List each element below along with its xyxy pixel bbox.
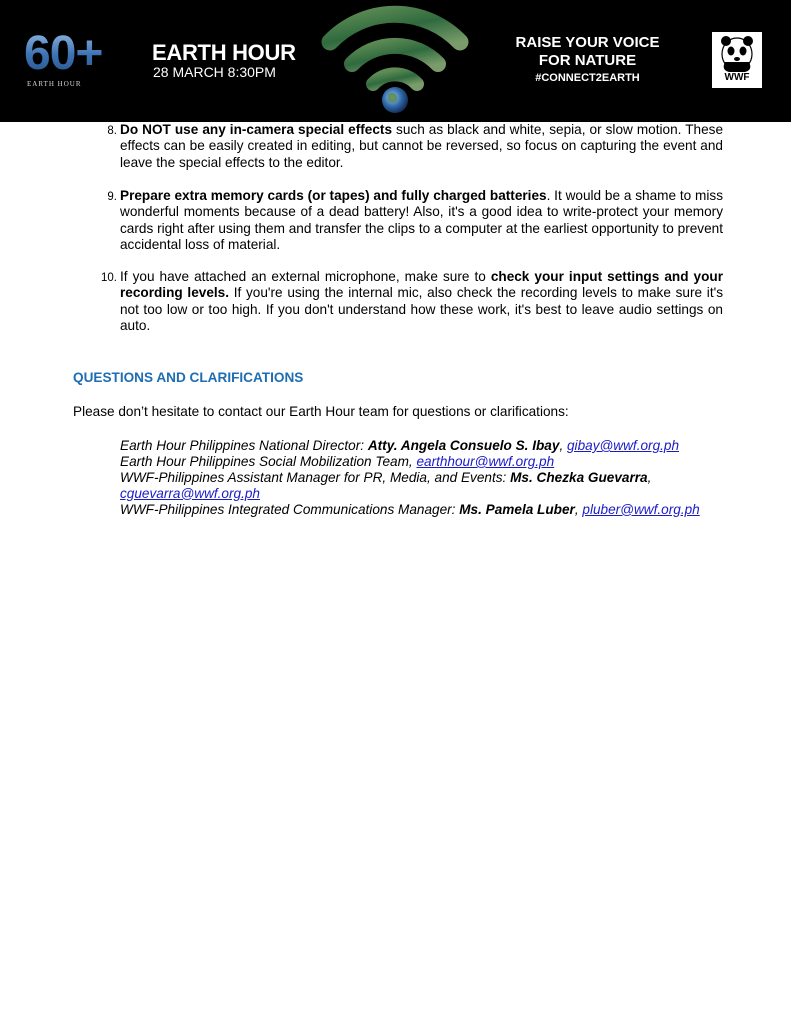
contact-separator: ,	[574, 501, 583, 517]
tip-text-lead: If you have attached an external microphone, make sure to	[120, 269, 491, 284]
contact-national-director	[120, 438, 730, 454]
contact-social-mobilization	[120, 454, 730, 470]
contact-assistant-manager	[120, 470, 730, 486]
contact-name: Ms. Chezka Guevarra	[510, 469, 648, 485]
slogan-line-1: RAISE YOUR VOICE	[515, 34, 660, 51]
list-item-text	[120, 188, 723, 253]
tip-9	[73, 188, 723, 253]
wwf-label: WWF	[724, 72, 750, 83]
contact-intro: Please don’t hesitate to contact our Earth Hour team for questions or clarifications:	[73, 404, 569, 419]
contact-assistant-manager-email	[120, 486, 730, 502]
tip-emphasis: Do NOT use any in-camera special effects	[120, 122, 393, 137]
header-banner	[0, 0, 791, 122]
event-date: 28 MARCH 8:30PM	[153, 64, 276, 80]
contact-separator: ,	[559, 438, 567, 453]
tip-text: If you're using the internal mic, also check the recording levels to make sure it's not too low or too high. If you don't understand how these work, it's best to leave audio settings on auto.	[120, 285, 723, 333]
list-number: 9.	[107, 191, 117, 203]
earth-hour-60-logo	[24, 26, 116, 92]
tip-text: such as black and white, sepia, or slow motion. These effects can be easily created in editing, but cannot be reversed, so focus on capturing the event and leave the special effects to the editor.	[120, 122, 724, 170]
tip-emphasis: check your input settings and your recording levels.	[120, 269, 723, 301]
tip-8	[73, 122, 723, 171]
contact-email-link[interactable]: gibay@wwf.org.ph	[567, 438, 680, 453]
event-title: EARTH HOUR	[152, 40, 296, 65]
campaign-slogan	[505, 34, 670, 86]
list-number: 10.	[101, 272, 117, 284]
contact-role: Earth Hour Philippines National Director:	[120, 438, 368, 453]
contact-role: Earth Hour Philippines Social Mobilization Team,	[120, 453, 417, 469]
section-heading: QUESTIONS AND CLARIFICATIONS	[73, 370, 304, 385]
logo-number: 60+	[24, 27, 103, 80]
panda-icon	[712, 32, 762, 74]
hashtag: #CONNECT2EARTH	[535, 72, 640, 84]
list-number: 8.	[107, 125, 117, 137]
contact-email-link[interactable]: pluber@wwf.org.ph	[582, 501, 700, 517]
wifi-earth-icon	[320, 0, 470, 116]
list-item-text	[120, 122, 723, 171]
contact-communications-manager	[120, 502, 730, 518]
contact-role: WWF-Philippines Assistant Manager for PR, Media, and Events:	[120, 469, 511, 485]
contact-list	[120, 438, 730, 518]
slogan-line-2: FOR NATURE	[538, 52, 637, 69]
contact-separator: ,	[647, 469, 652, 485]
contact-email-link[interactable]: earthhour@wwf.org.ph	[416, 453, 555, 469]
wwf-logo	[712, 32, 762, 88]
contact-email-link[interactable]: cguevarra@wwf.org.ph	[120, 485, 260, 501]
contact-name: Ms. Pamela Luber	[459, 501, 575, 517]
contact-role: WWF-Philippines Integrated Communications Manager:	[120, 501, 460, 517]
tip-10	[73, 269, 723, 334]
list-item-text	[120, 269, 723, 334]
tip-emphasis: Prepare extra memory cards (or tapes) and fully charged batteries	[120, 188, 547, 203]
logo-caption: EARTH HOUR	[27, 80, 82, 88]
tip-text: . It would be a shame to miss wonderful moments because of a dead battery! Also, it's a good idea to write-protect your memory cards right after using them and transfer the clips to a computer at the earliest opportunity to prevent accidental loss of material.	[120, 188, 723, 252]
contact-name: Atty. Angela Consuelo S. Ibay	[367, 438, 560, 453]
